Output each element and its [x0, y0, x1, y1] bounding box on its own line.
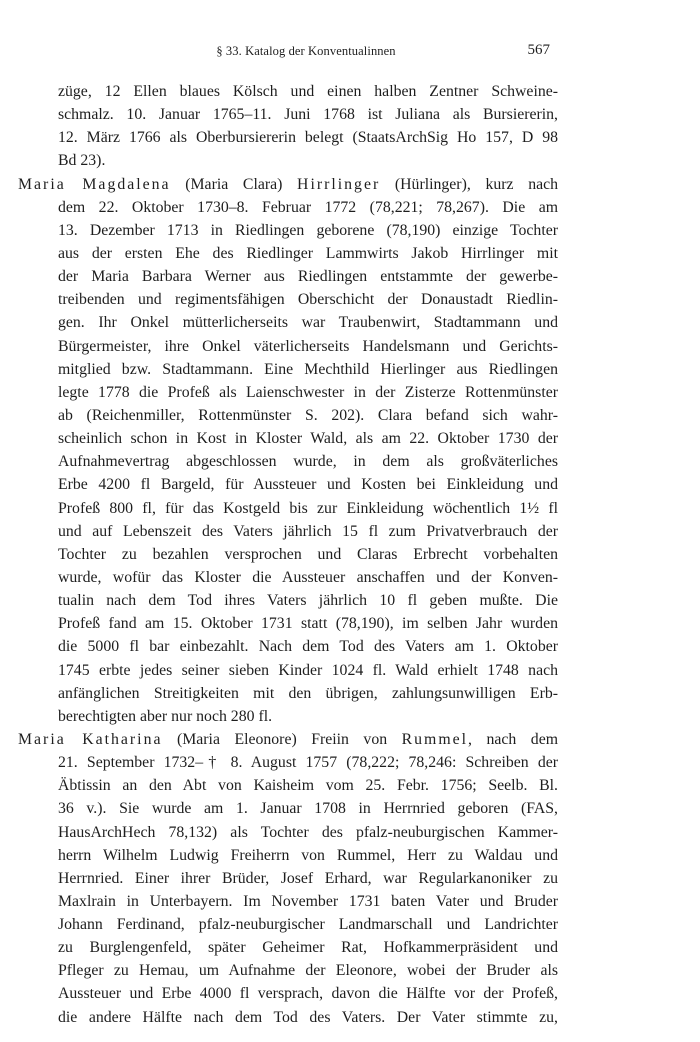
text-line: treibenden und regimentsfähigen Oberschicht der Donaustadt Riedlin- [58, 291, 558, 309]
entry-text: , nach dem [468, 730, 558, 748]
body-text [18, 80, 558, 1029]
entry-text: (Hürlinger), kurz nach [380, 175, 559, 193]
text-line: züge, 12 Ellen blaues Kölsch und einen halben Zentner Schweine- [58, 83, 558, 100]
text-line: der Maria Barbara Werner aus Riedlingen entstammte der gewerbe- [58, 268, 558, 286]
entry-surname: Hirrlinger [297, 175, 381, 193]
text-line: berechtigten aber nur noch 280 fl. [58, 707, 273, 725]
text-line: Profeß 800 fl, für das Kostgeld bis zur Einkleidung wöchentlich 1½ fl [58, 499, 558, 517]
text-line: dem 22. Oktober 1730–8. Februar 1772 (78,221; 78,267). Die am [58, 198, 558, 216]
text-line: gen. Ihr Onkel mütterlicherseits war Traubenwirt, Stadtammann und [58, 314, 558, 332]
text-line: Bürgermeister, ihre Onkel väterlicherseits Handelsmann und Gerichts- [58, 337, 558, 355]
text-line: herrn Wilhelm Ludwig Freiherrn von Rummel, Herr zu Waldau und [58, 846, 558, 864]
text-line: 1745 erbte jedes seiner sieben Kinder 1024 fl. Wald erhielt 1748 nach [58, 661, 558, 679]
text-line: Johann Ferdinand, pfalz-neuburgischer Landmarschall und Landrichter [58, 916, 558, 934]
text-line: Bd 23). [58, 152, 106, 170]
text-line: legte 1778 die Profeß als Laienschwester in der Zisterze Rottenmünster [58, 383, 558, 401]
text-line: Profeß fand am 15. Oktober 1731 statt (78,190), im selben Jahr wurden [58, 615, 558, 633]
text-line: wurde, wofür das Kloster die Aussteuer anschaffen und der Konven- [58, 568, 558, 586]
entry-surname: Rummel [401, 730, 469, 748]
text-line: scheinlich schon in Kost in Kloster Wald, als am 22. Oktober 1730 der [58, 430, 558, 448]
running-head [62, 44, 550, 64]
text-line: anfänglichen Streitigkeiten mit den übrigen, zahlungsunwilligen Erb- [58, 684, 558, 702]
entry-heading-line [18, 173, 558, 196]
text-line: tualin nach dem Tod ihres Vaters jährlich 10 fl geben mußte. Die [58, 592, 558, 610]
text-line: die andere Hälfte nach dem Tod des Vaters. Der Vater stimmte zu, [58, 1008, 558, 1026]
text-line: HausArchHech 78,132) als Tochter des pfalz-neuburgischen Kammer- [58, 823, 558, 841]
text-line: ab (Reichenmiller, Rottenmünster S. 202). Clara befand sich wahr- [58, 406, 558, 424]
text-line: 36 v.). Sie wurde am 1. Januar 1708 in Herrnried geboren (FAS, [58, 800, 558, 818]
text-line: die 5000 fl bar einbezahlt. Nach dem Tod des Vaters am 1. Oktober [58, 638, 558, 656]
text-line: Tochter zu bezahlen versprochen und Claras Erbrecht vorbehalten [58, 545, 558, 563]
text-line: 12. März 1766 als Oberbursiererin belegt (StaatsArchSig Ho 157, D 98 [58, 129, 558, 147]
text-line: und auf Lebenszeit des Vaters jährlich 15 fl zum Privatverbrauch der [58, 522, 558, 540]
text-line: 21. September 1732–† 8. August 1757 (78,222; 78,246: Schreiben der [58, 754, 558, 772]
text-line: schmalz. 10. Januar 1765–11. Juni 1768 ist Juliana als Bursiererin, [58, 106, 558, 124]
text-line: aus der ersten Ehe des Riedlinger Lammwirts Jakob Hirrlinger mit [58, 244, 558, 262]
running-title: § 33. Katalog der Konventualinnen [216, 44, 396, 58]
text-line: Pfleger zu Hemau, um Aufnahme der Eleonore, wobei der Bruder als [58, 962, 558, 980]
text-line: Maxlrain in Unterbayern. Im November 1731 baten Vater und Bruder [58, 892, 558, 910]
text-line: Aussteuer und Erbe 4000 fl versprach, davon die Hälfte vor der Profeß, [58, 985, 558, 1003]
entry-text: (Maria Clara) [170, 175, 298, 193]
text-line: Erbe 4200 fl Bargeld, für Aussteuer und Kosten bei Einkleidung und [58, 476, 558, 494]
entry-heading-line [18, 728, 558, 751]
entry-text: (Maria Eleonore) Freiin von [162, 730, 402, 748]
text-line: mitglied bzw. Stadtammann. Eine Mechthild Hierlinger aus Riedlingen [58, 360, 558, 378]
text-line: 13. Dezember 1713 in Riedlingen geborene (78,190) einzige Tochter [58, 221, 558, 239]
entry-name: Maria Katharina [18, 730, 163, 748]
page-number: 567 [527, 42, 550, 58]
entry-name: Maria Magdalena [18, 175, 171, 193]
text-line: Herrnried. Einer ihrer Brüder, Josef Erhard, war Regularkanoniker zu [58, 869, 558, 887]
text-line: Äbtissin an den Abt von Kaisheim vom 25. Febr. 1756; Seelb. Bl. [58, 777, 558, 795]
text-line: zu Burglengenfeld, später Geheimer Rat, Hofkammerpräsident und [58, 939, 558, 957]
text-line: Aufnahmevertrag abgeschlossen wurde, in dem als großväterliches [58, 453, 558, 471]
